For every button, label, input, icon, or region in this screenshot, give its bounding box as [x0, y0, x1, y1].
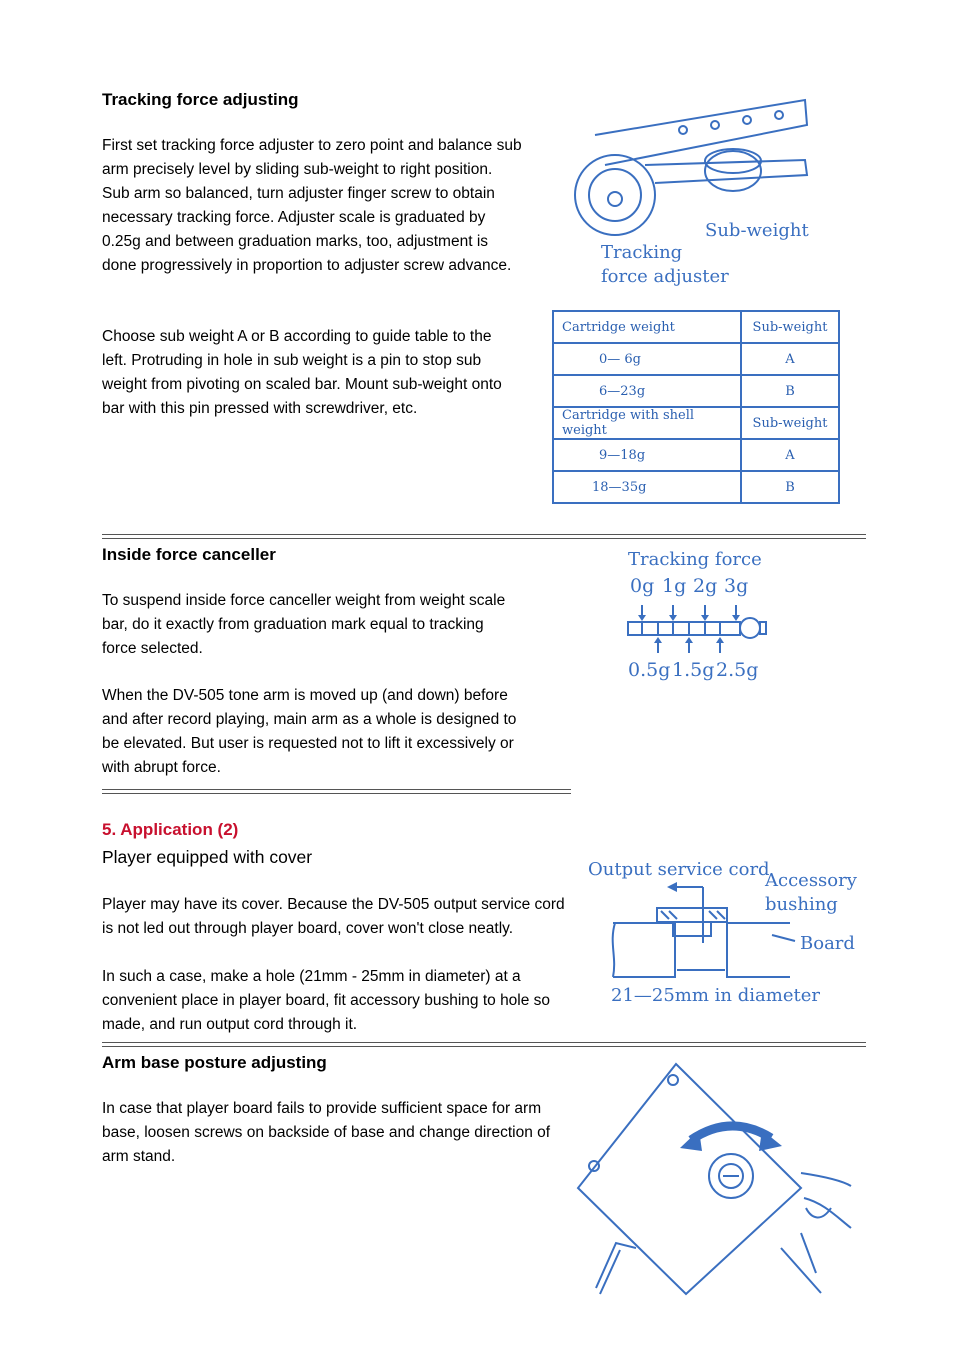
- table-cell: Sub-weight: [741, 311, 839, 343]
- arm-base-paragraph: In case that player board fails to provide sufficient space for arm base, loosen screws on backside of base and change direction of arm stand.: [102, 1100, 551, 1165]
- table-row: [553, 375, 839, 407]
- table-cell: 6—23g: [553, 375, 741, 407]
- tracking-paragraph-2: Choose sub weight A or B according to guide table to the left. Protruding in hole in sub weight is a pin to stop sub weight from pivoting on scaled bar. Mount sub-weight onto bar with this pin pressed with screwdriver, etc.: [102, 328, 502, 417]
- scale-bar-shape: [595, 100, 807, 165]
- arm-base-figure: [576, 1058, 856, 1298]
- table-cell: Sub-weight: [741, 407, 839, 439]
- up-arrows: [654, 637, 724, 653]
- section-divider: [102, 534, 866, 539]
- tracking-title: Tracking force adjusting: [102, 90, 299, 109]
- tracking-force-scale-figure: [620, 545, 780, 685]
- table-cell: A: [741, 343, 839, 375]
- label-accessory: Accessory: [765, 870, 857, 891]
- graduated-bar: [628, 618, 766, 638]
- scale-label-bottom: 0.5g: [628, 659, 671, 681]
- section-divider: [102, 789, 571, 794]
- table-row: [553, 343, 839, 375]
- tracking-force-adjuster-figure: [535, 95, 835, 295]
- inside-force-paragraph-2: When the DV-505 tone arm is moved up (and down) before and after record playing, main arm as a whole is designed to be elevated. But user is requested not to lift it excessively or with abrupt force.: [102, 687, 517, 776]
- adjuster-dial-shape: [575, 155, 655, 235]
- table-cell: B: [741, 471, 839, 503]
- label-output-cord: Output service cord: [588, 859, 770, 880]
- scale-label-top: 2g: [693, 575, 718, 597]
- tracking-paragraph-1: First set tracking force adjuster to zero point and balance sub arm precisely level by sliding sub-weight to right position. Sub arm so balanced, turn adjuster finger screw to obtain necessary tracking force. Adjuster scale is graduated by 0.25g and between graduation marks, too, adjustment is done progressively in proportion to adjuster screw advance.: [102, 137, 522, 274]
- label-force-adjuster: force adjuster: [601, 266, 729, 287]
- label-diameter: 21—25mm in diameter: [611, 985, 820, 1006]
- label-bushing: bushing: [765, 894, 838, 915]
- application-paragraph-1: Player may have its cover. Because the DV-505 output service cord is not led out through player board, cover won't close neatly.: [102, 896, 565, 937]
- table-cell: A: [741, 439, 839, 471]
- table-header-row: [553, 311, 839, 343]
- table-cell: 0— 6g: [553, 343, 741, 375]
- arm-base-title: Arm base posture adjusting: [102, 1053, 327, 1072]
- rotation-arrow-shape: [691, 1126, 771, 1140]
- down-arrows: [638, 605, 740, 621]
- label-sub-weight: Sub-weight: [705, 220, 809, 241]
- table-cell: Cartridge with shell weight: [553, 407, 741, 439]
- scale-label-top: 1g: [662, 575, 687, 597]
- scale-label-bottom: 1.5g: [672, 659, 715, 681]
- inside-force-title: Inside force canceller: [102, 545, 276, 564]
- table-cell: B: [741, 375, 839, 407]
- base-plate-shape: [578, 1064, 801, 1294]
- sub-weight-shape: [705, 151, 761, 191]
- table-cell: 18—35g: [553, 471, 741, 503]
- table-header-row: [553, 407, 839, 439]
- sub-weight-table: [552, 310, 840, 504]
- scale-title: Tracking force: [628, 549, 762, 570]
- table-cell: Cartridge weight: [553, 311, 741, 343]
- application-title: 5. Application (2): [102, 820, 239, 839]
- application-paragraph-2: In such a case, make a hole (21mm - 25mm in diameter) at a convenient place in player board, fit accessory bushing to hole so made, and run output cord through it.: [102, 968, 551, 1033]
- table-row: [553, 471, 839, 503]
- table-cell: 9—18g: [553, 439, 741, 471]
- scale-label-top: 0g: [630, 575, 655, 597]
- table-row: [553, 439, 839, 471]
- scale-label-top: 3g: [724, 575, 749, 597]
- label-tracking: Tracking: [601, 242, 683, 263]
- label-board: Board: [800, 933, 855, 954]
- application-subtitle: Player equipped with cover: [102, 847, 313, 867]
- section-divider: [102, 1042, 866, 1047]
- bushing-figure: [585, 853, 865, 1008]
- scale-label-bottom: 2.5g: [716, 659, 759, 681]
- inside-force-paragraph-1: To suspend inside force canceller weight from weight scale bar, do it exactly from graduation mark equal to tracking force selected.: [102, 592, 506, 657]
